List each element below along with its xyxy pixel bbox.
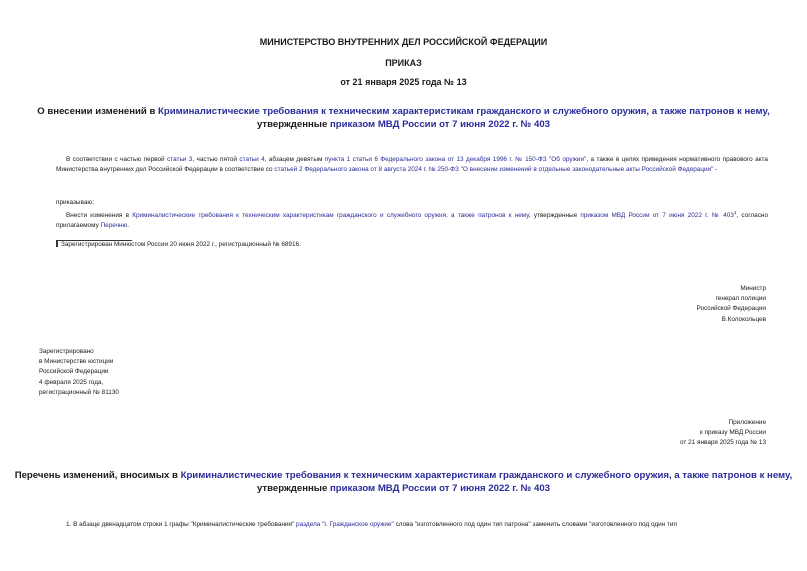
appendix-line: от 21 января 2025 года № 13 bbox=[680, 439, 766, 447]
list-title-mid: утвержденные bbox=[256, 483, 330, 494]
signature-line: Российской Федерации bbox=[696, 305, 766, 313]
registration-line: регистрационный № 81130 bbox=[39, 388, 119, 396]
doc-type-heading: ПРИКАЗ bbox=[385, 58, 422, 68]
ministry-heading: МИНИСТЕРСТВО ВНУТРЕННИХ ДЕЛ РОССИЙСКОЙ ФЕДЕРАЦИИ bbox=[259, 37, 548, 47]
link-law-250fz[interactable]: статьей 2 Федерального закона от 8 августа 2024 г. № 250-ФЗ "О внесении изменений в отдельные законодательные акты Российской Федерации" bbox=[274, 166, 714, 173]
registration-line: 4 февраля 2025 года, bbox=[39, 378, 104, 386]
doc-date-number: от 21 января 2025 года № 13 bbox=[340, 77, 467, 87]
footnote-marker bbox=[56, 241, 58, 247]
list-item-1 bbox=[56, 520, 768, 530]
preamble-paragraph bbox=[56, 155, 768, 175]
directive-text: , утвержденные bbox=[528, 212, 581, 220]
footnote-ref[interactable]: 1 bbox=[733, 210, 737, 215]
order-title bbox=[0, 105, 807, 131]
link-article-4[interactable]: статьи 4 bbox=[239, 156, 265, 163]
directive-text: . bbox=[127, 222, 130, 230]
title-prefix: О внесении изменений в bbox=[37, 106, 159, 117]
directive-text: , согласно прилагаемому bbox=[56, 212, 769, 230]
link-section-civil-weapons[interactable]: раздела "I. Гражданское оружие" bbox=[296, 521, 394, 528]
preamble-text: В соответствии с частью первой bbox=[66, 156, 168, 163]
title-link-requirements[interactable]: Криминалистические требования к техническим характеристикам гражданского и служебного оружия, а также патронов к нему, bbox=[158, 106, 770, 117]
directive-paragraph bbox=[56, 208, 768, 231]
appendix-line: Приложение bbox=[728, 419, 766, 426]
item1-text: 1. В абзаце двенадцатом строки 1 графы "Криминалистические требования" bbox=[66, 521, 297, 528]
list-title-link-order-403[interactable]: приказом МВД России от 7 июня 2022 г. № 403 bbox=[329, 483, 551, 494]
list-title-prefix: Перечень изменений, вносимых в bbox=[14, 470, 181, 481]
appendix-line: к приказу МВД России bbox=[699, 429, 766, 437]
link-requirements[interactable]: Криминалистические требования к техническим характеристикам гражданского и служебного оружия, а также патронов к нему bbox=[132, 212, 529, 220]
list-title-link-requirements[interactable]: Криминалистические требования к техническим характеристикам гражданского и служебного оружия, а также патронов к нему, bbox=[180, 470, 793, 481]
directive-text: Внести изменения в bbox=[66, 212, 133, 220]
footnote bbox=[56, 240, 301, 250]
item1-text: слова "изготовленного под один тип патрона" заменить словами "изготовленного под один тип bbox=[393, 521, 677, 528]
link-article-3[interactable]: статьи 3 bbox=[167, 156, 193, 163]
preamble-text: , а также в целях приведения нормативного правового акта Министерства внутренних дел Российской Федерации в соответствие со bbox=[56, 156, 768, 173]
link-list[interactable]: Перечню bbox=[100, 222, 128, 230]
title-mid: утвержденные bbox=[256, 119, 330, 130]
signature-line: В.Колокольцев bbox=[721, 315, 766, 323]
link-order-403[interactable]: приказом МВД России от 7 июня 2022 г. № 403 bbox=[580, 212, 734, 220]
signature-line: Министр bbox=[740, 285, 766, 292]
title-link-order-403[interactable]: приказом МВД России от 7 июня 2022 г. № 403 bbox=[329, 119, 551, 130]
registration-block bbox=[39, 347, 119, 398]
registration-line: в Министерстве юстиции bbox=[39, 358, 114, 366]
signature-line: генерал полиции bbox=[715, 295, 766, 303]
preamble-text: , абзацем девятым bbox=[264, 156, 325, 163]
footnote-text: Зарегистрирован Минюстом России 20 июня 2022 г., регистрационный № 68916. bbox=[61, 241, 301, 248]
registration-line: Зарегистрировано bbox=[39, 348, 94, 355]
preamble-text: , частью пятой bbox=[192, 156, 240, 163]
appendix-block bbox=[680, 418, 766, 449]
preamble-text: - bbox=[713, 166, 718, 173]
order-word: приказываю: bbox=[56, 199, 94, 206]
link-law-150fz[interactable]: пункта 1 статьи 6 Федерального закона от 13 декабря 1996 г. № 150-ФЗ "Об оружии" bbox=[324, 156, 587, 163]
registration-line: Российской Федерации bbox=[39, 368, 109, 376]
list-title bbox=[0, 469, 807, 495]
signature-block bbox=[697, 284, 767, 325]
